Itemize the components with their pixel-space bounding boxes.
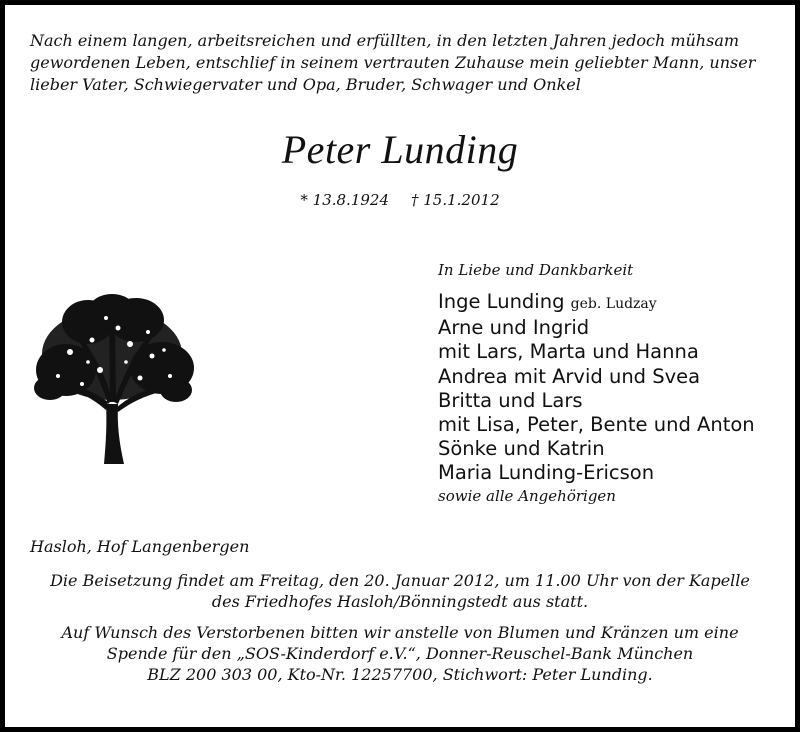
donation-line-2: Spende für den „SOS-Kinderdorf e.V.“, Donner-Reuschel-Bank München xyxy=(106,644,694,663)
donation-line-3: BLZ 200 303 00, Kto-Nr. 12257700, Stichwort: Peter Lunding. xyxy=(147,665,653,684)
spouse-name: Inge Lunding xyxy=(438,290,565,313)
intro-line-2: gewordenen Leben, entschlief in seinem vertrauten Zuhause mein geliebter Mann, unser xyxy=(30,53,756,72)
mourner-line: Arne und Ingrid xyxy=(438,316,590,340)
mourner-line: Britta und Lars xyxy=(438,388,583,412)
spouse-maiden-name: geb. Ludzay xyxy=(570,296,657,312)
place-line: Hasloh, Hof Langenbergen xyxy=(30,537,250,556)
mourner-line: Maria Lunding-Ericson xyxy=(438,461,655,485)
intro-text xyxy=(30,30,772,96)
deceased-name: Peter Lunding xyxy=(281,127,519,172)
burial-line-2: des Friedhofes Hasloh/Bönningstedt aus statt. xyxy=(211,592,589,611)
mourners-closing: sowie alle Angehörigen xyxy=(438,487,616,505)
birth-date: * 13.8.1924 xyxy=(300,191,389,209)
mourner-line xyxy=(438,290,778,316)
mourner-line: Sönke und Katrin xyxy=(438,437,605,461)
mourner-line: Andrea mit Arvid und Svea xyxy=(438,364,701,388)
burial-notice xyxy=(30,570,770,612)
intro-line-3: lieber Vater, Schwiegervater und Opa, Bruder, Schwager und Onkel xyxy=(30,75,581,94)
burial-line-1: Die Beisetzung findet am Freitag, den 20. Januar 2012, um 11.00 Uhr von der Kapelle xyxy=(50,571,750,590)
tree-icon xyxy=(30,292,195,464)
mourner-line: mit Lisa, Peter, Bente und Anton xyxy=(438,413,755,437)
mourners-heading: In Liebe und Dankbarkeit xyxy=(438,261,634,279)
mourners-list xyxy=(438,290,778,486)
intro-line-1: Nach einem langen, arbeitsreichen und erfüllten, in den letzten Jahren jedoch mühsam xyxy=(30,31,740,50)
mourner-line: mit Lars, Marta und Hanna xyxy=(438,340,699,364)
life-dates xyxy=(0,191,800,209)
donation-line-1: Auf Wunsch des Verstorbenen bitten wir anstelle von Blumen und Kränzen um eine xyxy=(61,623,739,642)
death-date: † 15.1.2012 xyxy=(411,191,500,209)
donation-notice xyxy=(30,622,770,685)
